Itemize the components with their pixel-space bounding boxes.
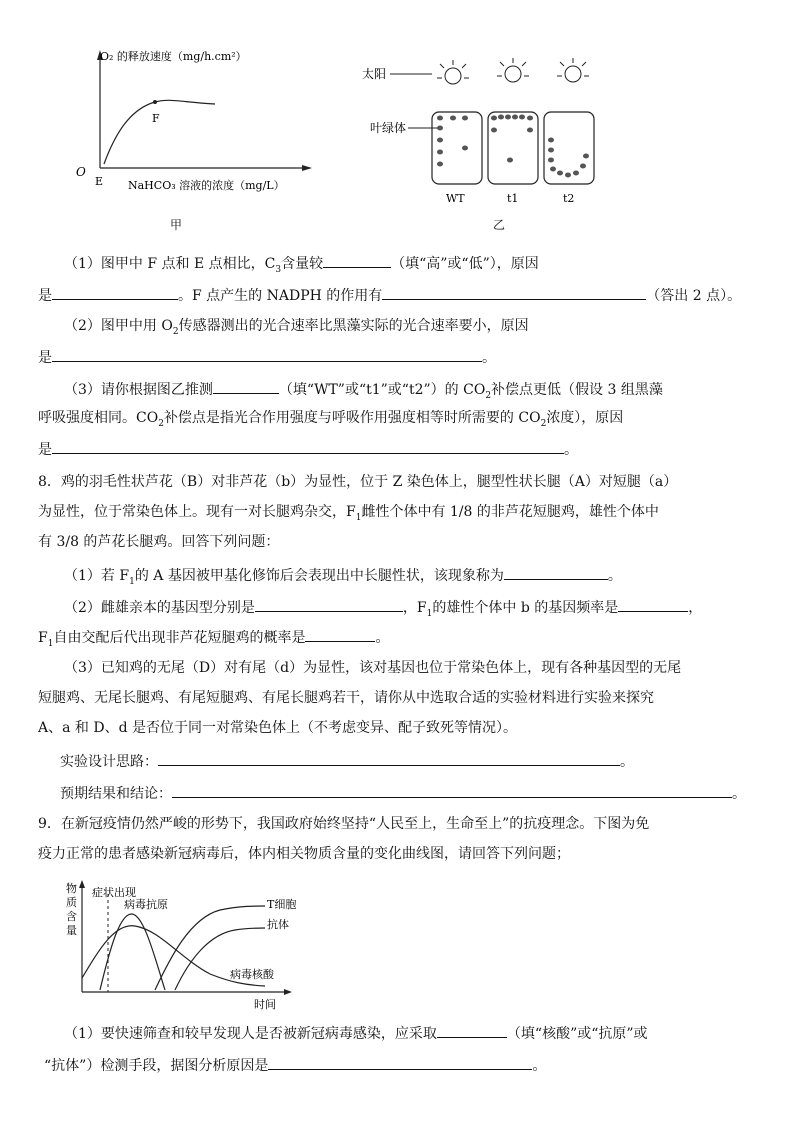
answer-blank[interactable]	[52, 346, 482, 362]
y-axis-arrow	[79, 880, 85, 888]
o2-curve	[104, 100, 215, 164]
figure-yi-diagram	[360, 56, 610, 216]
answer-blank[interactable]	[437, 1022, 507, 1038]
chloroplasts-t1	[491, 115, 533, 163]
symptom-label: 症状出现	[92, 886, 136, 899]
sun-icon	[497, 58, 529, 82]
point-e-label: E	[95, 175, 104, 188]
q8-intro-line2: 为显性，位于常染色体上。现有一对长腿鸡杂交，$F_1$雌性个体中有 1/8 的非芦花短腿鸡，雄性个体中	[38, 504, 659, 523]
x-axis-arrow	[302, 165, 312, 171]
antigen-label: 病毒抗原	[124, 898, 168, 911]
point-f-marker	[153, 100, 157, 104]
answer-blank[interactable]	[323, 252, 391, 268]
answer-blank[interactable]	[52, 284, 178, 300]
y-axis-label: O₂ 的释放速度（mg/h.cm²）	[100, 50, 247, 63]
q7-part2-line2: 是 。	[38, 346, 496, 368]
q8-part2-line1: （2）雌雄亲本的基因型分别是 ，$F_1$的雄性个体中 b 的基因频率是 ，	[64, 596, 702, 618]
q8-part1: （1）若 $F_1$的 A 基因被甲基化修饰后会表现出中长腿性状，该现象称为 。	[64, 564, 622, 586]
cell-label-wt: WT	[446, 192, 465, 205]
answer-blank[interactable]	[305, 626, 375, 642]
q9-intro-line2: 疫力正常的患者感染新冠病毒后，体内相关物质含量的变化曲线图，请回答下列问题；	[38, 846, 570, 862]
tcell-label: T细胞	[267, 898, 297, 911]
figure-jia-caption: 甲	[170, 218, 183, 232]
x-axis-label: NaHCO₃ 溶液的浓度（mg/L）	[128, 179, 285, 192]
q7-part3-line1: （3）请你根据图乙推测 （填“WT”或“t1”或“t2”）的 $CO_2$补偿点更低（假设 3 组黑藻	[64, 378, 663, 400]
origin-label: O	[76, 165, 86, 179]
chloroplasts-t2	[548, 138, 589, 178]
sun-label: 太阳	[362, 67, 387, 81]
q9-part1-line2: “抗体”）检测手段，据图分析原因是 。	[44, 1054, 546, 1076]
x-axis-label: 时间	[254, 998, 276, 1011]
q8-part3-line2: 短腿鸡、无尾长腿鸡、有尾短腿鸡、有尾长腿鸡若干，请你从中选取合适的实验材料进行实验来探究	[38, 690, 654, 706]
q8-intro-line3: 有 3/8 的芦花长腿鸡。回答下列问题：	[38, 534, 280, 550]
answer-blank[interactable]	[618, 596, 688, 612]
antibody-label: 抗体	[267, 918, 289, 931]
q8-intro-line1: 8．鸡的羽毛性状芦花（B）对非芦花（b）为显性，位于 Z 染色体上，腿型性状长腿（A）对短腿（a）	[38, 474, 678, 490]
q7-part1-line2: 是 。F 点产生的 NADPH 的作用有 （答出 2 点）。	[38, 284, 741, 306]
q7-part2-line1: （2）图甲中用 $O_2$传感器测出的光合速率比黑藻实际的光合速率要小，原因	[64, 318, 529, 337]
answer-blank[interactable]	[268, 1054, 532, 1070]
q8-part3-line3: A、a 和 D、d 是否位于同一对常染色体上（不考虑变异、配子致死等情况）。	[38, 720, 517, 736]
sun-icon	[437, 60, 469, 84]
cell-wt	[432, 112, 482, 184]
cell-label-t2: t2	[563, 192, 575, 205]
q7-part3-line3: 是 。	[38, 438, 578, 460]
q8-design-line: 实验设计思路： 。	[60, 750, 634, 772]
y-axis-label: 含	[66, 910, 77, 923]
sun-icon	[557, 58, 589, 82]
answer-blank[interactable]	[158, 750, 620, 766]
q7-part3-line2: 呼吸强度相同。$CO_2$补偿点是指光合作用强度与呼吸作用强度相等时所需要的 $CO_2$浓度），原因	[38, 410, 624, 429]
figure-jia-graph	[70, 44, 320, 204]
y-axis-label: 量	[66, 924, 77, 937]
cell-t1	[488, 112, 538, 184]
answer-blank[interactable]	[213, 378, 279, 394]
answer-blank[interactable]	[52, 438, 564, 454]
q8-part2-line2: $F_1$自由交配后代出现非芦花短腿鸡的概率是 。	[38, 626, 389, 648]
answer-blank[interactable]	[172, 782, 732, 798]
figure-yi-caption: 乙	[493, 218, 506, 232]
nucleic-label: 病毒核酸	[230, 968, 274, 981]
q9-part1-line1: （1）要快速筛查和较早发现人是否被新冠病毒感染，应采取 （填“核酸”或“抗原”或	[64, 1022, 648, 1044]
point-f-label: F	[152, 112, 160, 125]
cell-label-t1: t1	[507, 192, 519, 205]
q7-part1-line1: （1）图甲中 F 点和 E 点相比，$C_3$含量较 （填“高”或“低”），原因	[64, 252, 539, 274]
q8-result-line: 预期结果和结论： 。	[60, 782, 746, 804]
answer-blank[interactable]	[382, 284, 646, 300]
chloroplasts-wt	[437, 116, 468, 167]
x-axis-arrow	[284, 989, 292, 995]
answer-blank[interactable]	[504, 564, 608, 580]
q9-intro-line1: 9．在新冠疫情仍然严峻的形势下，我国政府始终坚持“人民至上，生命至上”的抗疫理念。下图为免	[38, 816, 650, 832]
q8-part3-line1: （3）已知鸡的无尾（D）对有尾（d）为显性，该对基因也位于常染色体上，现有各种基因型的无尾	[64, 660, 682, 676]
answer-blank[interactable]	[255, 596, 403, 612]
y-axis-label: 物	[66, 882, 77, 895]
y-axis-label: 质	[66, 896, 77, 909]
figure-9-graph	[60, 878, 320, 1014]
chloroplast-label: 叶绿体	[370, 121, 407, 135]
